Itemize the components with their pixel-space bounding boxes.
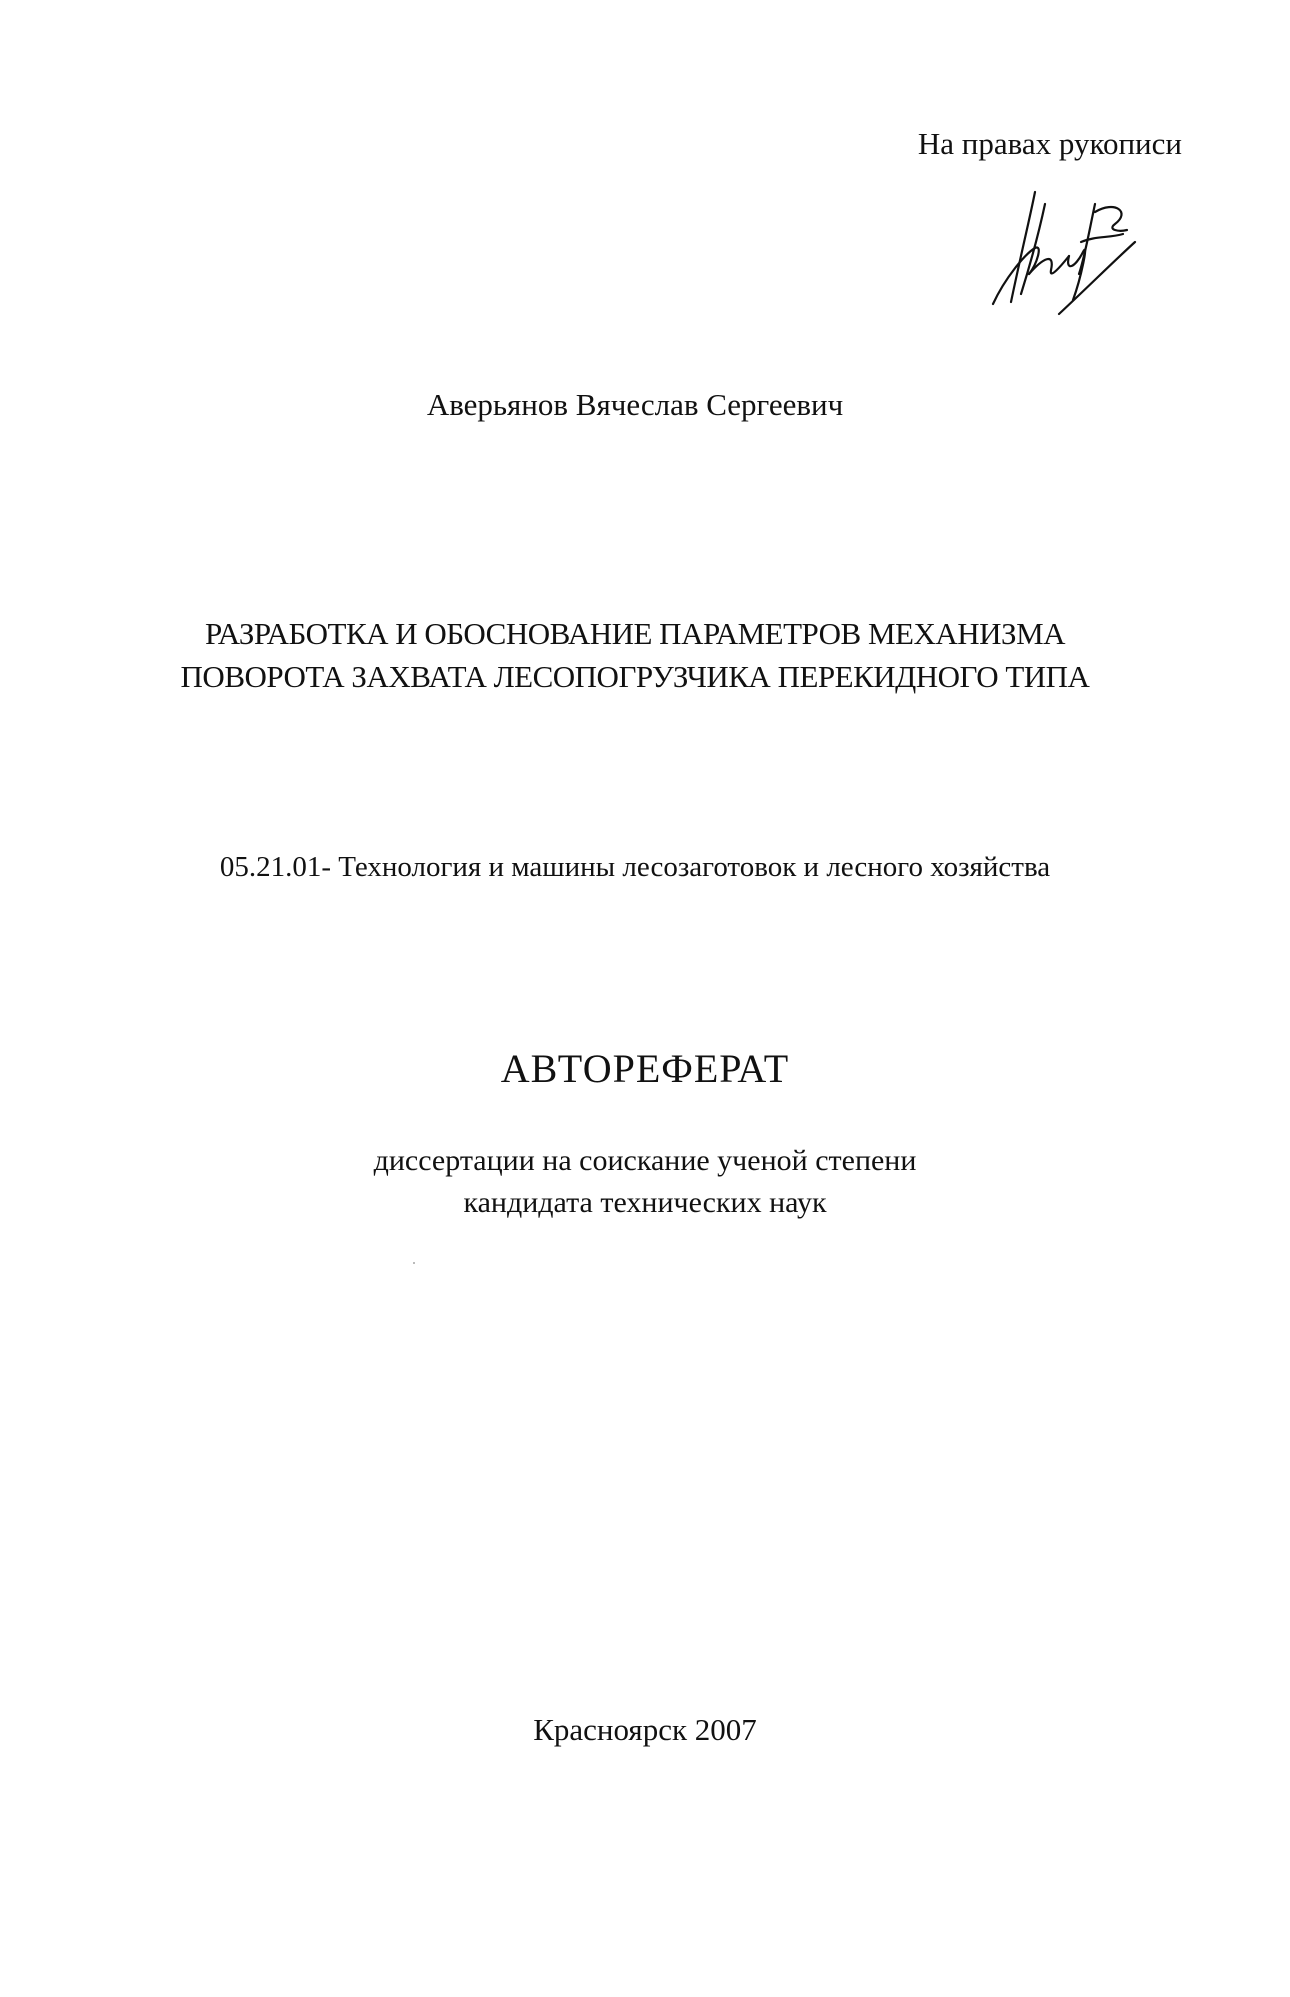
title-line: ПОВОРОТА ЗАХВАТА ЛЕСОПОГРУЗЧИКА ПЕРЕКИДНОГО ТИПА	[180, 659, 1090, 694]
scan-speck	[413, 1262, 415, 1264]
place-and-year: Красноярск 2007	[533, 1712, 757, 1747]
dissertation-title	[0, 612, 1270, 698]
purpose-line: диссертации на соискание ученой степени	[373, 1144, 917, 1177]
specialty-code: 05.21.01- Технология и машины лесозаготовок и лесного хозяйства	[219, 851, 1051, 883]
purpose-line: кандидата технических наук	[463, 1186, 827, 1219]
rights-note: На правах рукописи	[917, 126, 1182, 161]
document-type: АВТОРЕФЕРАТ	[500, 1046, 790, 1091]
degree-purpose	[0, 1140, 1290, 1224]
title-line: РАЗРАБОТКА И ОБОСНОВАНИЕ ПАРАМЕТРОВ МЕХАНИЗМА	[204, 616, 1066, 651]
author-signature	[985, 182, 1145, 317]
author-name: Аверьянов Вячеслав Сергеевич	[426, 387, 844, 422]
